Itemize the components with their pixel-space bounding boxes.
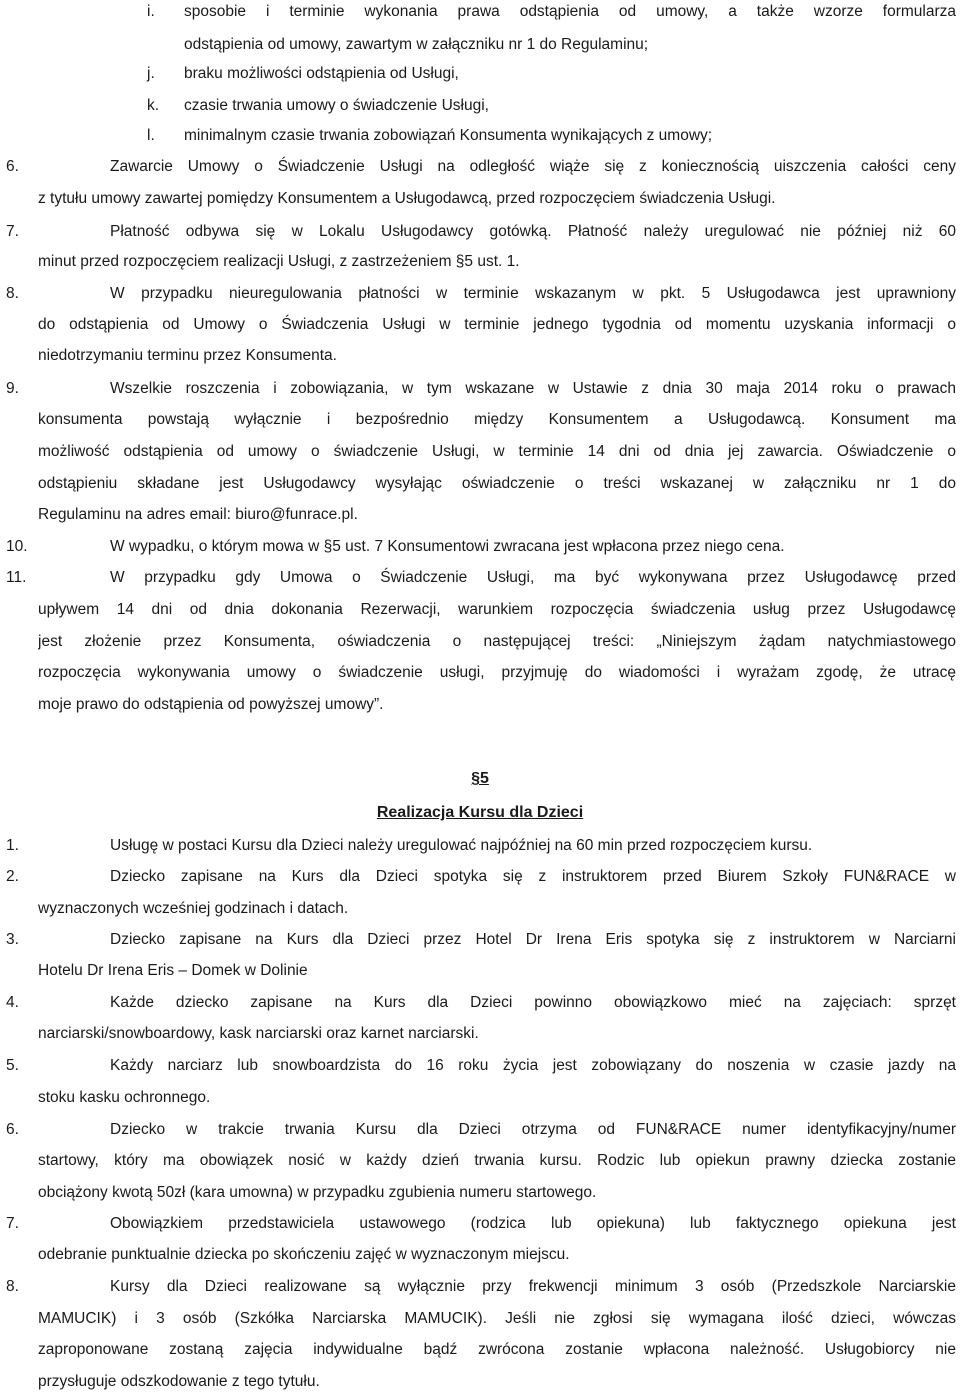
list-item-9-cont bbox=[0, 408, 960, 432]
list-item-line: Wszelkie roszczenia i zobowiązania, w tym wskazane w Ustawie z dnia 30 maja 2014 roku o prawach bbox=[110, 380, 956, 397]
list-item-number: 10. bbox=[6, 538, 28, 555]
list-item-line: konsumenta powstają wyłącznie i bezpośrednio między Konsumentem a Usługodawcą. Konsument ma bbox=[38, 411, 956, 428]
list-item-line: Płatność odbywa się w Lokalu Usługodawcy gotówką. Płatność należy uregulować nie później niż 60 bbox=[110, 223, 956, 240]
list-item-line: minut przed rozpoczęciem realizacji Usługi, z zastrzeżeniem §5 ust. 1. bbox=[38, 253, 520, 270]
list-item-8-cont bbox=[0, 344, 960, 368]
list-item-i bbox=[0, 0, 960, 24]
list-item-line: zaproponowane zostaną zajęcia indywidualne bądź zwrócona zostanie wpłacona należność. Usługobiorcy nie bbox=[38, 1341, 956, 1358]
list-item-6-cont bbox=[0, 1149, 960, 1173]
list-item-8-cont bbox=[0, 1338, 960, 1362]
list-item-line: z tytułu umowy zawartej pomiędzy Konsumentem a Usługodawcą, przed rozpoczęciem świadczenia Usługi. bbox=[38, 190, 776, 207]
list-item-marker: i. bbox=[147, 3, 155, 20]
list-item-number: 8. bbox=[6, 285, 19, 302]
list-item-k bbox=[0, 94, 960, 118]
list-item-9-cont bbox=[0, 503, 960, 527]
list-item-number: 7. bbox=[6, 1215, 19, 1232]
list-item-line: Dziecko zapisane na Kurs dla Dzieci przez Hotel Dr Irena Eris spotyka się z instruktorem w Narciarni bbox=[110, 931, 956, 948]
list-item-i-cont bbox=[0, 33, 960, 57]
list-item-number: 6. bbox=[6, 1121, 19, 1138]
list-item-5 bbox=[0, 1054, 960, 1078]
list-item-9 bbox=[0, 377, 960, 401]
list-item-11-cont bbox=[0, 630, 960, 654]
list-item-7 bbox=[0, 1212, 960, 1236]
list-item-number: 1. bbox=[6, 837, 19, 854]
list-item-line: startowy, który ma obowiązek nosić w każdy dzień trwania kursu. Rodzic lub opiekun prawny dziecka zostanie bbox=[38, 1152, 956, 1169]
list-item-line: odstąpieniu składane jest Usługodawcy wysyłając oświadczenie o treści wskazanej w załączniku nr 1 do bbox=[38, 475, 956, 492]
list-item-line: Zawarcie Umowy o Świadczenie Usługi na odległość wiąże się z koniecznością uiszczenia całości ceny bbox=[110, 158, 956, 175]
list-item-6-cont bbox=[0, 187, 960, 211]
list-item-line: Każdy narciarz lub snowboardzista do 16 roku życia jest zobowiązany do noszenia w czasie jazdy na bbox=[110, 1057, 956, 1074]
list-item-7-cont bbox=[0, 250, 960, 274]
list-item-9-cont bbox=[0, 472, 960, 496]
list-item-line: przysługuje odszkodowanie z tego tytułu. bbox=[38, 1373, 320, 1390]
list-item-10 bbox=[0, 535, 960, 559]
list-item-line: MAMUCIK) i 3 osób (Szkółka Narciarska MAMUCIK). Jeśli nie zgłosi się wymagana ilość dzieci, wówczas bbox=[38, 1310, 956, 1327]
list-item-number: 8. bbox=[6, 1278, 19, 1295]
list-item-4-cont bbox=[0, 1022, 960, 1046]
list-item-8 bbox=[0, 282, 960, 306]
list-item-line: minimalnym czasie trwania zobowiązań Konsumenta wynikających z umowy; bbox=[184, 127, 713, 144]
list-item-marker: l. bbox=[147, 127, 155, 144]
list-item-line: możliwość odstąpienia od umowy o świadczenie Usługi, w terminie 14 dni od dnia jej zawarcia. Oświadczenie o bbox=[38, 443, 956, 460]
list-item-line: Obowiązkiem przedstawiciela ustawowego (rodzica lub opiekuna) lub faktycznego opiekuna jest bbox=[110, 1215, 956, 1232]
list-item-line: Dziecko zapisane na Kurs dla Dzieci spotyka się z instruktorem przed Biurem Szkoły FUN&RACE w bbox=[110, 868, 956, 885]
list-item-number: 9. bbox=[6, 380, 19, 397]
list-item-line: Hotelu Dr Irena Eris – Domek w Dolinie bbox=[38, 962, 308, 979]
list-item-8 bbox=[0, 1275, 960, 1299]
list-item-j bbox=[0, 62, 960, 86]
list-item-number: 5. bbox=[6, 1057, 19, 1074]
list-item-line: Usługę w postaci Kursu dla Dzieci należy uregulować najpóźniej na 60 min przed rozpoczęciem kursu. bbox=[110, 837, 813, 854]
list-item-number: 4. bbox=[6, 994, 19, 1011]
list-item-line: wyznaczonych wcześniej godzinach i datach. bbox=[38, 900, 349, 917]
list-item-2-cont bbox=[0, 897, 960, 921]
list-item-line: stoku kasku ochronnego. bbox=[38, 1089, 211, 1106]
list-item-11-cont bbox=[0, 598, 960, 622]
list-item-line: niedotrzymaniu terminu przez Konsumenta. bbox=[38, 347, 337, 364]
list-item-11-cont bbox=[0, 661, 960, 685]
section-title: Realizacja Kursu dla Dzieci bbox=[376, 804, 584, 821]
list-item-3-cont bbox=[0, 959, 960, 983]
list-item-number: 2. bbox=[6, 868, 19, 885]
list-item-line: jest złożenie przez Konsumenta, oświadczenia o następującej treści: „Niniejszym żądam natychmiastowego bbox=[38, 633, 956, 650]
list-item-2 bbox=[0, 865, 960, 889]
list-item-7-cont bbox=[0, 1243, 960, 1267]
list-item-4 bbox=[0, 991, 960, 1015]
section-number: §5 bbox=[471, 770, 489, 787]
list-item-6 bbox=[0, 1118, 960, 1142]
list-item-6-cont bbox=[0, 1181, 960, 1205]
list-item-line: Każde dziecko zapisane na Kurs dla Dzieci powinno obowiązkowo mieć na zajęciach: sprzęt bbox=[110, 994, 956, 1011]
list-item-number: 3. bbox=[6, 931, 19, 948]
list-item-line: odstąpienia od umowy, zawartym w załączniku nr 1 do Regulaminu; bbox=[184, 36, 649, 53]
list-item-3 bbox=[0, 928, 960, 952]
list-item-line: sposobie i terminie wykonania prawa odstąpienia od umowy, a także wzorze formularza bbox=[184, 3, 956, 20]
list-item-line: braku możliwości odstąpienia od Usługi, bbox=[184, 65, 459, 82]
list-item-line: obciążony kwotą 50zł (kara umowna) w przypadku zgubienia numeru startowego. bbox=[38, 1184, 597, 1201]
list-item-marker: k. bbox=[147, 97, 160, 114]
list-item-line: W wypadku, o którym mowa w §5 ust. 7 Konsumentowi zwracana jest wpłacona przez niego cena. bbox=[110, 538, 785, 555]
list-item-line: czasie trwania umowy o świadczenie Usługi, bbox=[184, 97, 489, 114]
list-item-number: 11. bbox=[6, 569, 27, 586]
list-item-8-cont bbox=[0, 313, 960, 337]
list-item-marker: j. bbox=[147, 65, 155, 82]
list-item-line: narciarski/snowboardowy, kask narciarski oraz karnet narciarski. bbox=[38, 1025, 479, 1042]
list-item-l bbox=[0, 124, 960, 148]
list-item-9-cont bbox=[0, 440, 960, 464]
list-item-line: Kursy dla Dzieci realizowane są wyłącznie przy frekwencji minimum 3 osób (Przedszkole Narciarskie bbox=[110, 1278, 956, 1295]
list-item-1 bbox=[0, 834, 960, 858]
list-item-line: Dziecko w trakcie trwania Kursu dla Dzieci otrzyma od FUN&RACE numer identyfikacyjny/numer bbox=[110, 1121, 956, 1138]
list-item-line: W przypadku gdy Umowa o Świadczenie Usługi, ma być wykonywana przez Usługodawcę przed bbox=[110, 569, 956, 586]
list-item-number: 7. bbox=[6, 223, 19, 240]
list-item-8-cont bbox=[0, 1307, 960, 1331]
list-item-line: W przypadku nieuregulowania płatności w terminie wskazanym w pkt. 5 Usługodawca jest uprawniony bbox=[110, 285, 956, 302]
list-item-11 bbox=[0, 566, 960, 590]
list-item-line: rozpoczęcia wykonywania umowy o świadczenie usługi, przyjmuję do wiadomości i wyrażam zgodę, że utracę bbox=[38, 664, 956, 681]
list-item-8-cont bbox=[0, 1370, 960, 1394]
list-item-11-cont bbox=[0, 693, 960, 717]
list-item-line: do odstąpienia od Umowy o Świadczenia Usługi w terminie jednego tygodnia od momentu uzyskania informacji o bbox=[38, 316, 956, 333]
list-item-6 bbox=[0, 155, 960, 179]
list-item-line: Regulaminu na adres email: biuro@funrace.pl. bbox=[38, 506, 358, 523]
list-item-7 bbox=[0, 220, 960, 244]
list-item-5-cont bbox=[0, 1086, 960, 1110]
list-item-number: 6. bbox=[6, 158, 19, 175]
list-item-line: odebranie punktualnie dziecka po skończeniu zajęć w wyznaczonym miejscu. bbox=[38, 1246, 570, 1263]
list-item-line: upływem 14 dni od dnia dokonania Rezerwacji, warunkiem rozpoczęcia świadczenia usług przez Usługodawcę bbox=[38, 601, 956, 618]
list-item-line: moje prawo do odstąpienia od powyższej umowy”. bbox=[38, 696, 384, 713]
